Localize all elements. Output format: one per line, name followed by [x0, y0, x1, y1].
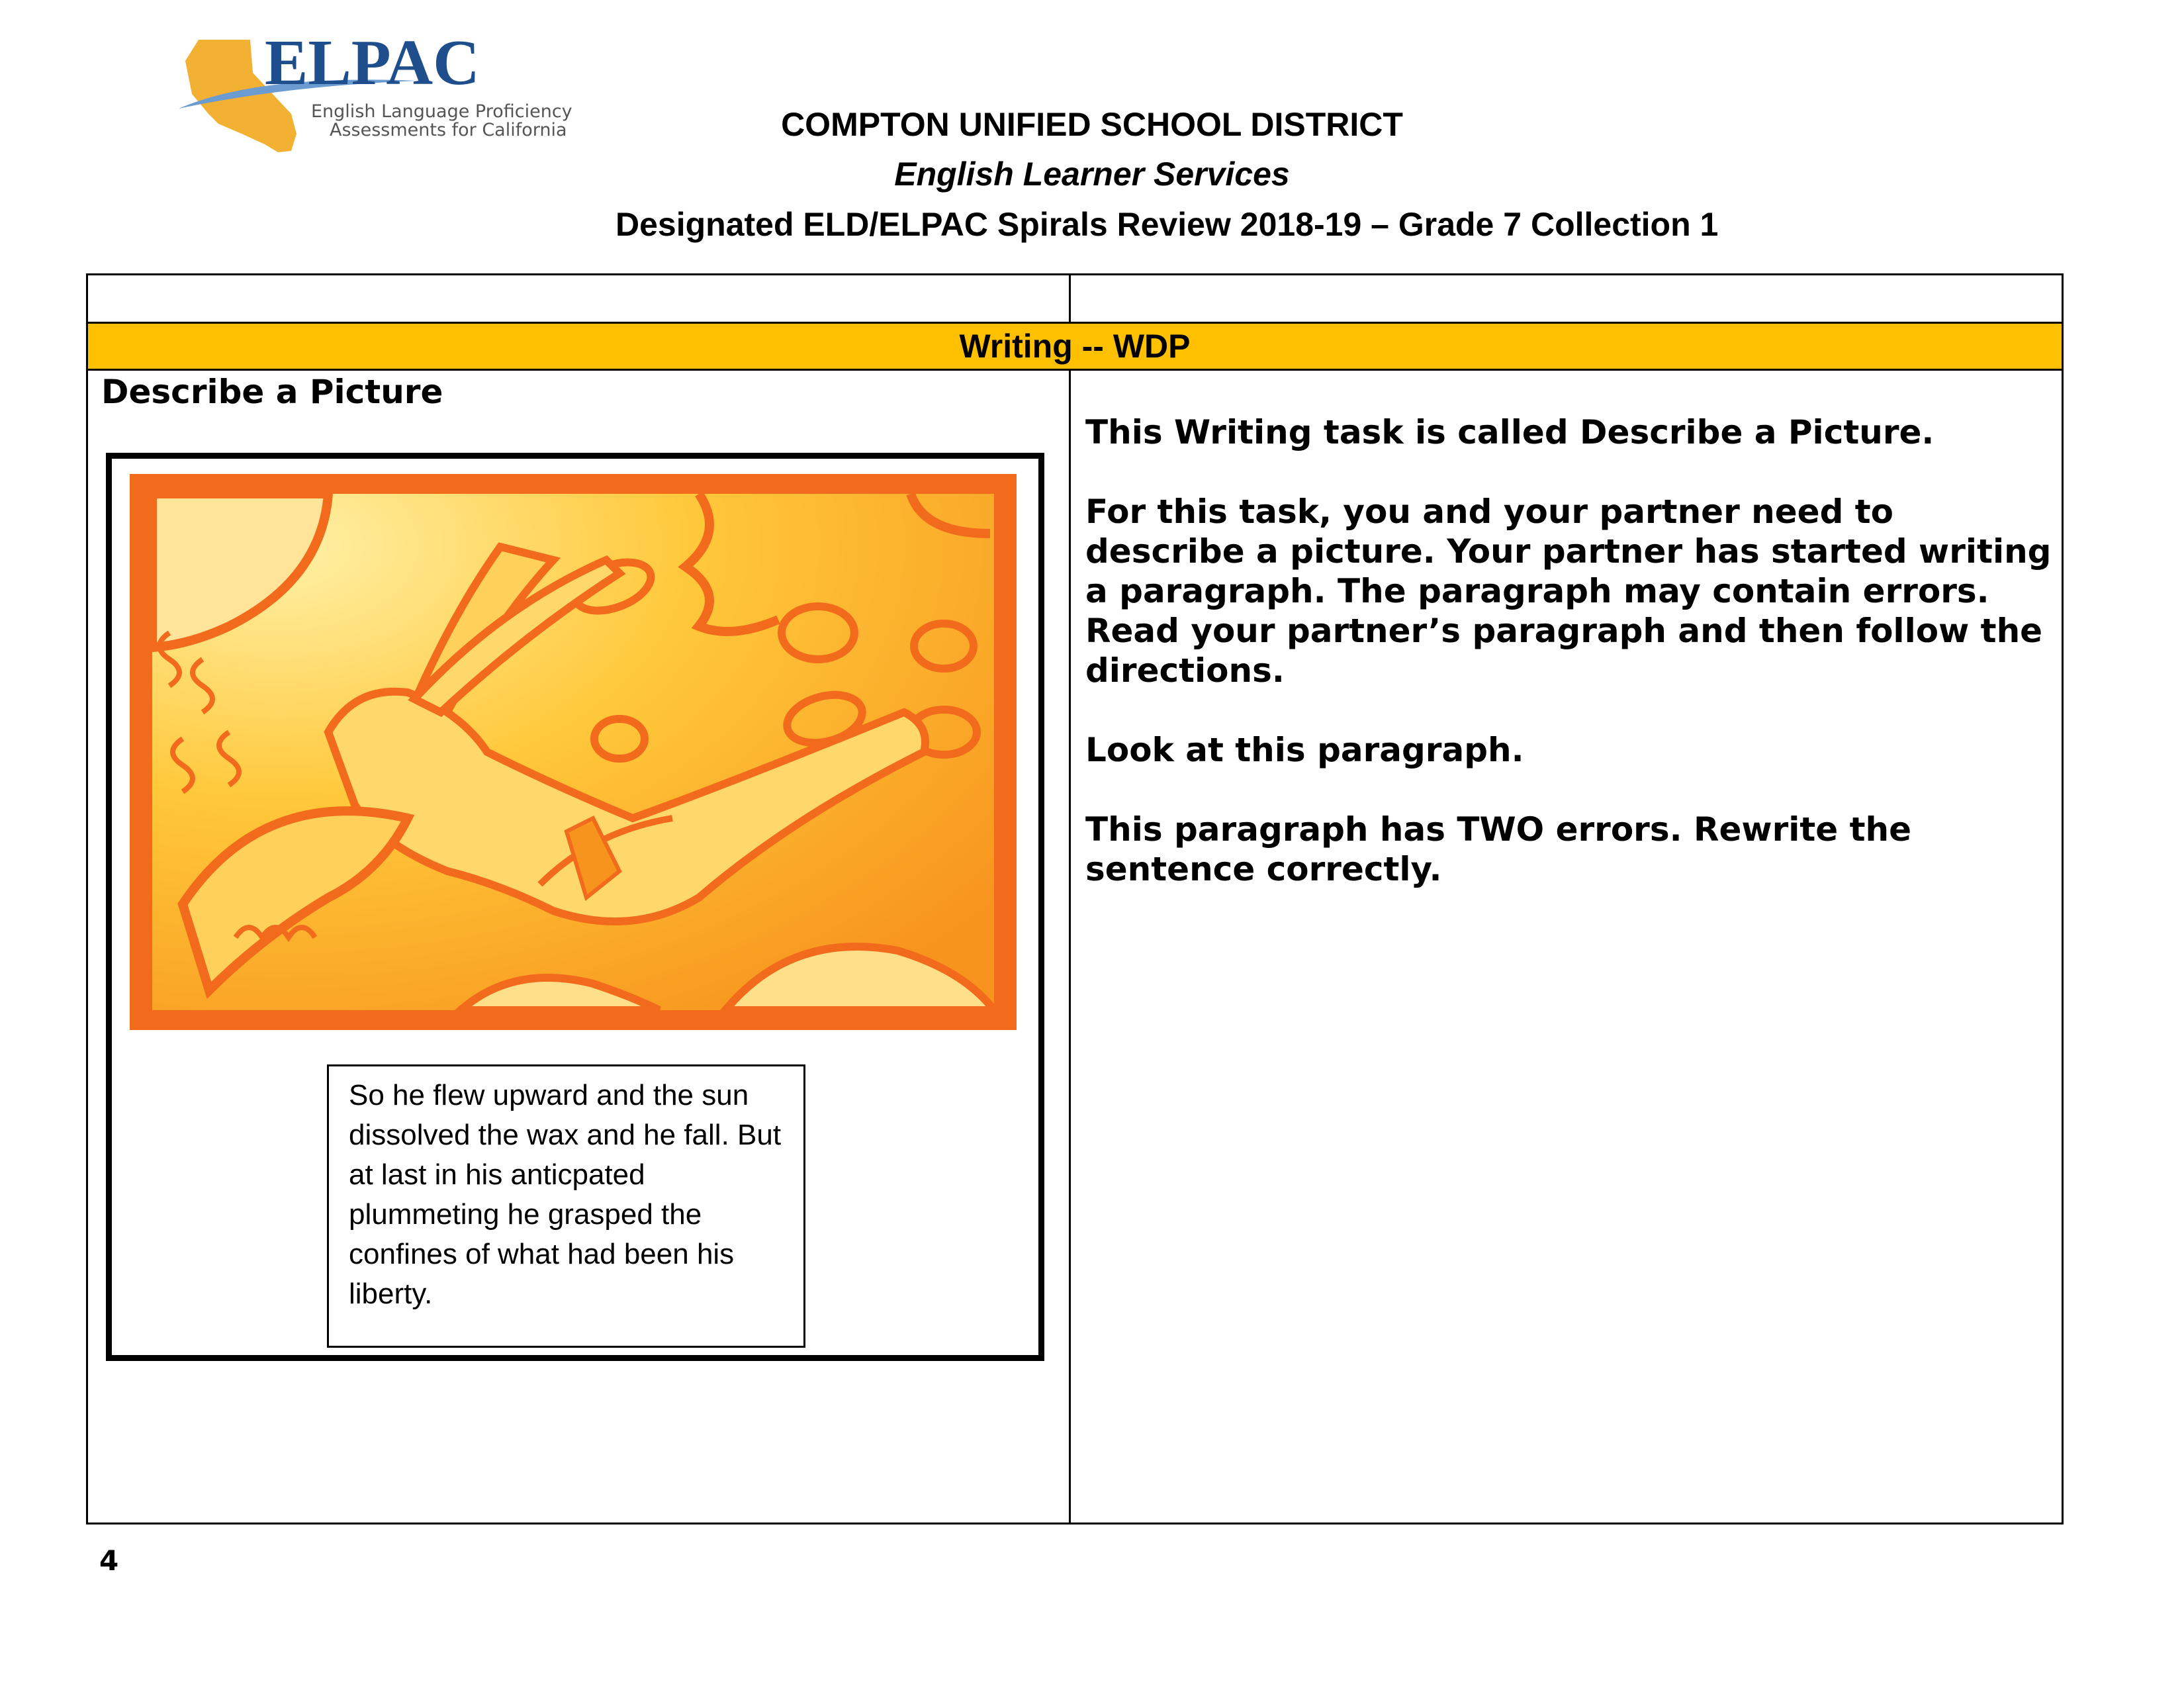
instruction-p4: This paragraph has TWO errors. Rewrite the sentence correctly.: [1085, 810, 1912, 888]
picture-frame: [106, 453, 1044, 1361]
task-instructions: [1085, 412, 2052, 929]
page-number: 4: [99, 1544, 119, 1577]
worksheet-table: [86, 273, 2064, 1524]
review-title: Designated ELD/ELPAC Spirals Review 2018-19 – Grade 7 Collection 1: [615, 206, 1719, 243]
instruction-p3: Look at this paragraph.: [1085, 731, 1524, 769]
services-subtitle: English Learner Services: [894, 156, 1290, 193]
left-column-title: Describe a Picture: [101, 373, 443, 411]
logo-tagline-2: Assessments for California: [330, 120, 567, 140]
section-band: Writing -- WDP: [86, 322, 2064, 371]
district-title: COMPTON UNIFIED SCHOOL DISTRICT: [781, 106, 1403, 143]
instruction-p2: For this task, you and your partner need to describe a picture. Your partner has started writing a paragraph. The paragraph may contain errors. Read your partner’s paragraph and then follow the directions.: [1085, 492, 2052, 690]
instruction-p1: This Writing task is called Describe a Picture.: [1085, 413, 1934, 451]
icarus-illustration-icon: [130, 474, 1017, 1030]
partner-paragraph-box: So he flew upward and the sun dissolved the wax and he fall. But at last in his anticpated plummeting he grasped the confines of what had been his liberty.: [327, 1064, 805, 1348]
logo-name: ELPAC: [265, 34, 480, 99]
logo-tagline-1: English Language Proficiency: [311, 101, 572, 122]
column-divider: [1069, 273, 1071, 1524]
